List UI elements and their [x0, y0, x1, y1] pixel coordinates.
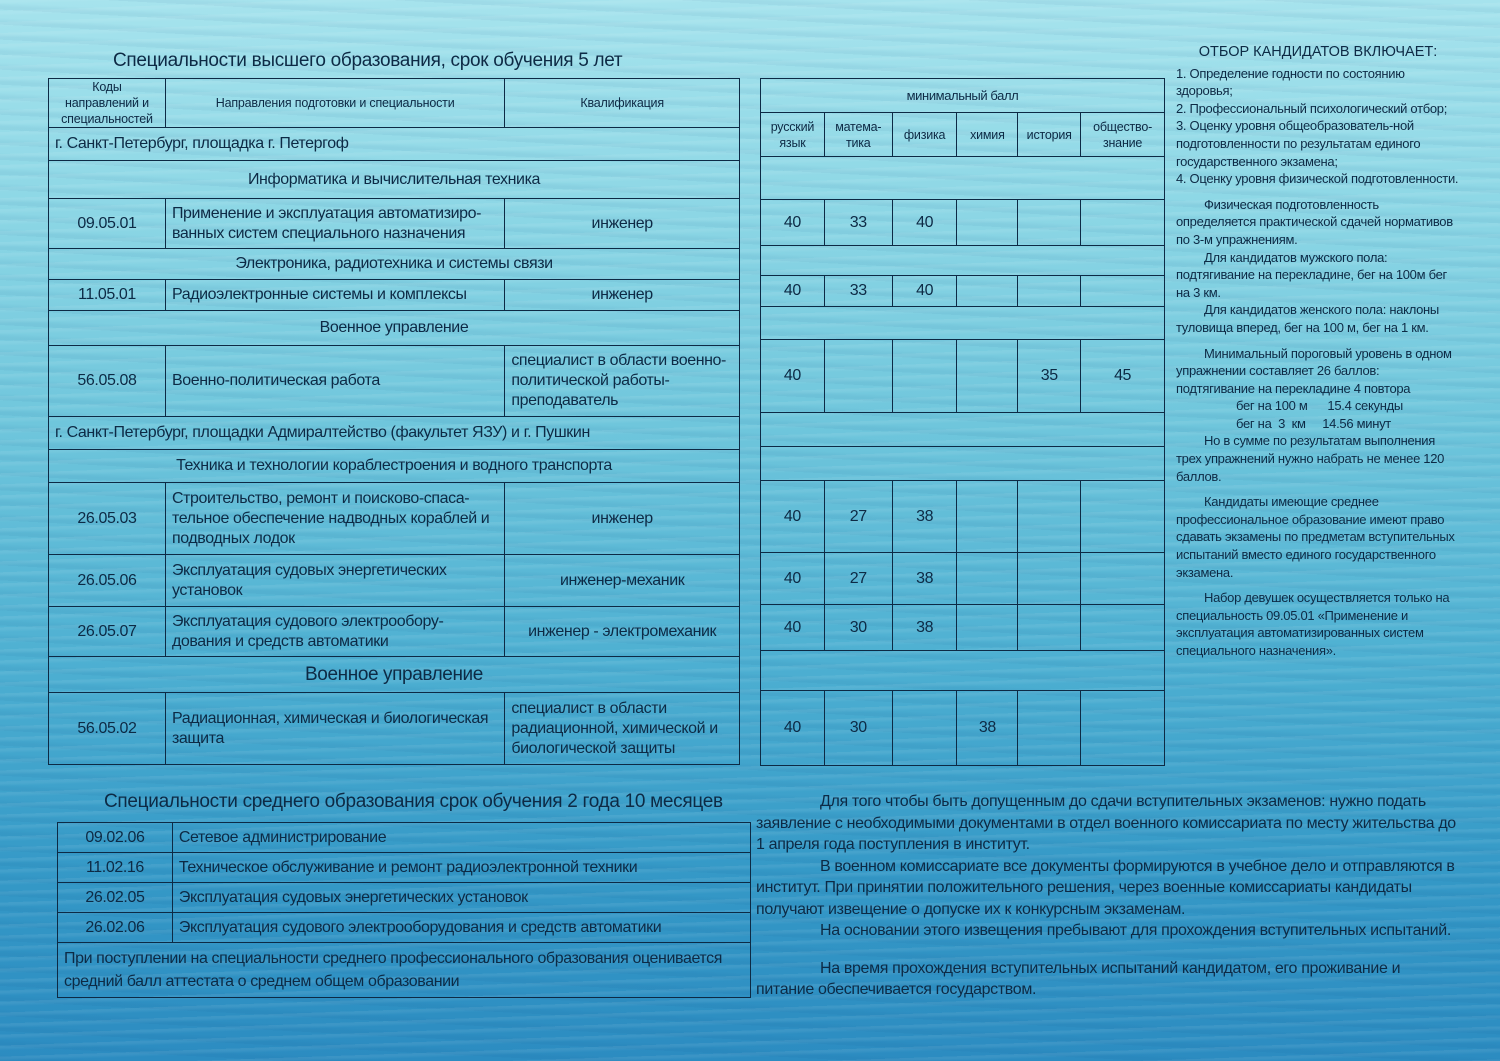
run-100-norm: бег на 100 м 15.4 секунды [1236, 398, 1403, 414]
score-row [761, 481, 1165, 553]
male-requirements: Для кандидатов мужского пола: подтягивание на перекладине, бег на 100м бег на 3 км. [1176, 249, 1447, 300]
spec-code: 11.05.01 [49, 280, 166, 311]
table-row [58, 823, 751, 853]
total-score-text: Но в сумме по результатам выполнения трех упражнений нужно набрать не менее 120 баллов. [1176, 433, 1445, 484]
selection-item: 3. Оценку уровня общеобразователь-ной подготовленности по результатам единого государственного экзамена; [1176, 118, 1421, 169]
girls-enrollment-text: Набор девушек осуществляется только на специальность 09.05.01 «Применение и эксплуатация автоматизированных систем специального назначения». [1176, 590, 1450, 658]
group-electronics: Электроника, радиотехника и системы связи [49, 249, 740, 280]
higher-education-table [48, 78, 740, 765]
subject-social-studies: общество-знание [1081, 113, 1165, 157]
scores-header: минимальный балл [761, 79, 1165, 113]
spec-name: Эксплуатация судового электрообору-дования и средств автоматики [165, 607, 504, 657]
score-cell [957, 481, 1018, 553]
secondary-note: При поступлении на специальности среднего профессионального образования оценивается средний балл аттестата о среднем общем образовании [58, 943, 751, 998]
spec-qualification: инженер [505, 483, 740, 555]
score-cell [1018, 553, 1081, 605]
score-cell: 40 [761, 340, 825, 413]
subject-chemistry: химия [957, 113, 1018, 157]
score-cell: 40 [761, 691, 825, 766]
selection-title: ОТБОР КАНДИДАТОВ ВКЛЮЧАЕТ: [1198, 44, 1438, 60]
score-row [761, 691, 1165, 766]
location-peterhof: г. Санкт-Петербург, площадка г. Петергоф [49, 128, 740, 161]
spec-code: 56.05.02 [49, 693, 166, 765]
score-cell [1018, 200, 1081, 246]
table-row [49, 693, 740, 765]
score-row [761, 200, 1165, 246]
score-row [761, 553, 1165, 605]
score-cell [957, 276, 1018, 307]
group-shipbuilding: Техника и технологии кораблестроения и водного транспорта [49, 450, 740, 483]
pullups-norm: подтягивание на перекладине 4 повтора [1176, 380, 1411, 396]
score-cell [892, 691, 957, 766]
spec-name: Радиоэлектронные системы и комплексы [165, 280, 504, 311]
table-row [58, 853, 751, 883]
spacer-row [761, 447, 1165, 481]
score-cell: 38 [957, 691, 1018, 766]
score-cell [1081, 553, 1165, 605]
spec-name: Техническое обслуживание и ремонт радиоэлектронной техники [172, 853, 750, 883]
spec-code: 26.05.06 [49, 555, 166, 607]
col-header-direction: Направления подготовки и специальности [165, 79, 504, 128]
score-cell [1018, 276, 1081, 307]
spec-qualification: инженер-механик [505, 555, 740, 607]
score-cell: 30 [824, 605, 892, 651]
spec-code: 26.02.06 [58, 913, 173, 943]
spec-name: Сетевое администрирование [172, 823, 750, 853]
run-3k-norm: бег на 3 км 14.56 минут [1236, 415, 1391, 431]
spec-name: Радиационная, химическая и биологическая защита [165, 693, 504, 765]
spec-qualification: специалист в области военно-политической работы-преподаватель [505, 346, 740, 417]
spec-code: 26.02.05 [58, 883, 173, 913]
spec-name: Эксплуатация судовых энергетических установок [172, 883, 750, 913]
subject-russian: русский язык [761, 113, 825, 157]
spec-name: Применение и эксплуатация автоматизиро-ванных систем специального назначения [165, 199, 504, 249]
spacer-row [761, 246, 1165, 276]
spec-code: 09.05.01 [49, 199, 166, 249]
score-cell [957, 200, 1018, 246]
score-cell: 33 [824, 276, 892, 307]
subject-physics: физика [892, 113, 957, 157]
score-cell: 38 [892, 481, 957, 553]
score-cell [1018, 691, 1081, 766]
selection-item: 2. Профессиональный психологический отбор; [1176, 100, 1448, 116]
spec-qualification: инженер [505, 199, 740, 249]
spec-code: 11.02.16 [58, 853, 173, 883]
admission-paragraph: На основании этого извещения пребывают для прохождения вступительных испытаний. [820, 922, 1451, 939]
score-cell [1018, 481, 1081, 553]
col-header-code: Коды направлений и специальностей [49, 79, 166, 128]
spacer-row [761, 413, 1165, 447]
score-cell: 38 [892, 553, 957, 605]
score-cell: 35 [1018, 340, 1081, 413]
spo-candidates-text: Кандидаты имеющие среднее профессиональное образование имеют право сдавать экзамены по предметам вступительных испытаний вместо единого государственного экзамена. [1176, 494, 1455, 580]
score-cell [1081, 276, 1165, 307]
table-row [49, 607, 740, 657]
score-cell [892, 340, 957, 413]
spacer-row [761, 157, 1165, 200]
selection-item: 4. Оценку уровня физической подготовленности. [1176, 171, 1459, 187]
group-military-management: Военное управление [49, 311, 740, 346]
secondary-education-title: Специальности среднего образования срок обучения 2 года 10 месяцев [104, 791, 723, 812]
minimum-scores-table [760, 78, 1165, 766]
score-row [761, 276, 1165, 307]
score-cell: 38 [892, 605, 957, 651]
score-cell [1081, 200, 1165, 246]
threshold-text: Минимальный пороговый уровень в одном упражнении составляет 26 баллов: [1176, 345, 1452, 379]
spec-name: Эксплуатация судового электрооборудования и средств автоматики [172, 913, 750, 943]
spacer-row [761, 651, 1165, 691]
selection-item: 1. Определение годности по состоянию здоровья; [1176, 65, 1405, 99]
score-cell [957, 553, 1018, 605]
spec-name: Эксплуатация судовых энергетических установок [165, 555, 504, 607]
score-cell [957, 605, 1018, 651]
secondary-education-table [57, 822, 751, 998]
admission-info [756, 791, 1458, 1001]
score-cell: 40 [761, 553, 825, 605]
admission-paragraph: В военном комиссариате все документы формируются в учебное дело и отправляются в институт. При принятии положительного решения, через военные комиссариаты кандидаты получают извещение о допуске их к конкурсным экзаменам. [756, 857, 1455, 918]
spec-code: 26.05.03 [49, 483, 166, 555]
score-cell: 40 [761, 200, 825, 246]
female-requirements: Для кандидатов женского пола: наклоны туловища вперед, бег на 100 м, бег на 1 км. [1176, 302, 1439, 335]
table-row [49, 555, 740, 607]
score-cell [1081, 605, 1165, 651]
subject-math: матема-тика [824, 113, 892, 157]
score-cell [1081, 691, 1165, 766]
score-cell: 40 [761, 605, 825, 651]
score-cell [1018, 605, 1081, 651]
score-cell: 45 [1081, 340, 1165, 413]
score-cell [824, 340, 892, 413]
score-row [761, 605, 1165, 651]
table-row [58, 913, 751, 943]
subject-history: история [1018, 113, 1081, 157]
spec-name: Строительство, ремонт и поисково-спаса-тельное обеспечение надводных кораблей и подводных лодок [165, 483, 504, 555]
spec-code: 09.02.06 [58, 823, 173, 853]
spacer-row [761, 307, 1165, 340]
higher-education-title: Специальности высшего образования, срок обучения 5 лет [113, 50, 623, 71]
spec-qualification: инженер [505, 280, 740, 311]
score-cell: 40 [892, 276, 957, 307]
score-cell [1081, 481, 1165, 553]
admission-paragraph: Для того чтобы быть допущенным до сдачи вступительных экзаменов: нужно подать заявление с необходимыми документами в отдел военного комиссариата по месту жительства до 1 апреля года поступления в институт. [756, 793, 1456, 853]
spec-name: Военно-политическая работа [165, 346, 504, 417]
physical-intro: Физическая подготовленность определяется практической сдачей нормативов по 3-м упражнениям. [1176, 196, 1453, 247]
spec-qualification: инженер - электромеханик [505, 607, 740, 657]
spec-code: 26.05.07 [49, 607, 166, 657]
spec-code: 56.05.08 [49, 346, 166, 417]
table-row [58, 883, 751, 913]
score-cell: 40 [761, 276, 825, 307]
score-cell: 27 [824, 481, 892, 553]
table-row [49, 199, 740, 249]
group-military-management-2: Военное управление [49, 657, 740, 693]
selection-column [1176, 44, 1460, 660]
score-cell: 30 [824, 691, 892, 766]
score-cell: 33 [824, 200, 892, 246]
table-row [49, 280, 740, 311]
score-row [761, 340, 1165, 413]
score-cell: 40 [761, 481, 825, 553]
location-admiralty-pushkin: г. Санкт-Петербург, площадки Адмиралтейство (факультет ЯЗУ) и г. Пушкин [49, 417, 740, 450]
group-informatics: Информатика и вычислительная техника [49, 161, 740, 199]
admission-paragraph: На время прохождения вступительных испытаний кандидатом, его проживание и питание обеспечивается государством. [756, 959, 1401, 998]
spec-qualification: специалист в области радиационной, химической и биологической защиты [505, 693, 740, 765]
score-cell: 27 [824, 553, 892, 605]
score-cell: 40 [892, 200, 957, 246]
table-row [49, 483, 740, 555]
col-header-qualification: Квалификация [505, 79, 740, 128]
table-row [49, 346, 740, 417]
score-cell [957, 340, 1018, 413]
